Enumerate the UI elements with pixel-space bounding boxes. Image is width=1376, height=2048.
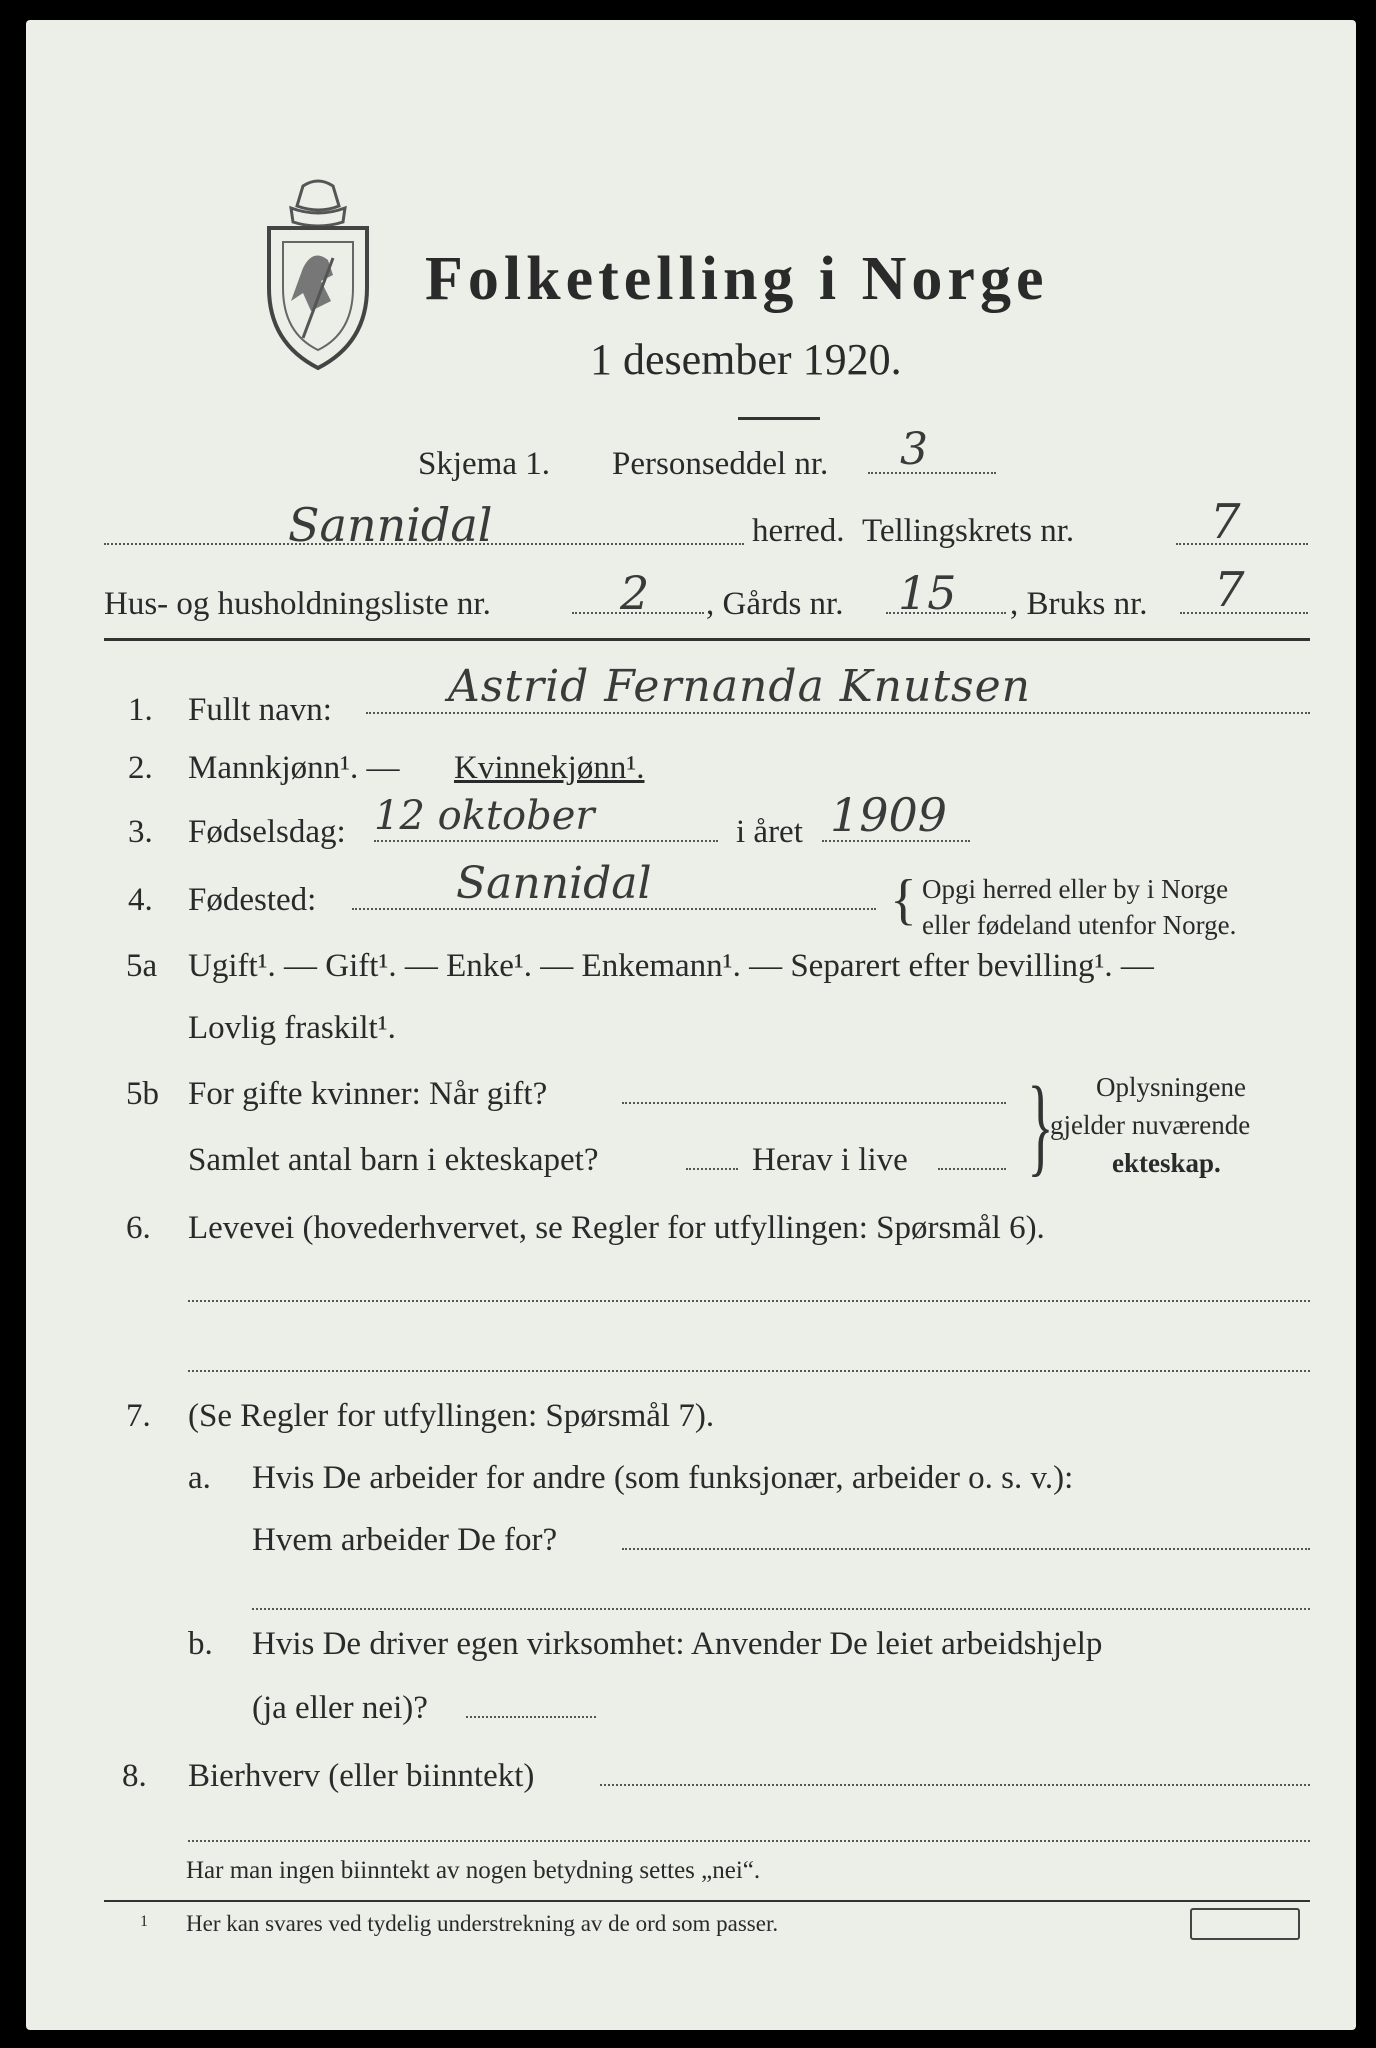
bruks-value: 7 — [1214, 562, 1245, 618]
q5b-alive-line — [938, 1168, 1006, 1170]
q4-note-2: eller fødeland utenfor Norge. — [922, 910, 1237, 940]
q1-number: 1. — [128, 692, 153, 728]
q5b-note-3: ekteskap. — [1112, 1148, 1221, 1178]
tellingskrets-value: 7 — [1210, 494, 1241, 550]
q4-number: 4. — [128, 882, 153, 918]
q5b-brace: } — [1027, 1064, 1054, 1186]
q5b-note-1: Oplysningene — [1096, 1072, 1246, 1102]
q5a-number: 5a — [126, 948, 158, 984]
q3-year-label: i året — [736, 814, 803, 850]
q4-label: Fødested: — [188, 882, 317, 918]
q7a-line-1 — [622, 1548, 1310, 1550]
form-title: Folketelling i Norge — [425, 245, 1049, 313]
q1-label: Fullt navn: — [188, 692, 332, 728]
q5b-children-line — [686, 1168, 738, 1170]
q5a-text-2: Lovlig fraskilt¹. — [188, 1010, 396, 1046]
q7b-text-2: (ja eller nei)? — [252, 1690, 428, 1726]
q7a-line-2 — [252, 1608, 1310, 1610]
schema-label: Skjema 1. — [418, 446, 550, 482]
personseddel-value: 3 — [900, 424, 928, 475]
q3-line — [374, 840, 718, 842]
q5b-note-2: gjelder nuværende — [1050, 1110, 1251, 1140]
q1-value: Astrid Fernanda Knutsen — [448, 661, 1031, 712]
q3-number: 3. — [128, 814, 153, 850]
q4-value: Sannidal — [456, 858, 652, 909]
q7-number: 7. — [126, 1398, 151, 1434]
q8-line-1 — [600, 1784, 1310, 1786]
q2-female: Kvinnekjønn¹. — [454, 750, 645, 786]
q4-brace: { — [890, 869, 917, 931]
printer-stamp — [1190, 1908, 1300, 1940]
q8-number: 8. — [122, 1758, 147, 1794]
census-date: 1 desember 1920. — [590, 335, 902, 384]
husliste-value: 2 — [620, 566, 650, 620]
coat-of-arms-icon — [263, 178, 373, 376]
q5a-text: Ugift¹. — Gift¹. — Enke¹. — Enkemann¹. — Separert efter bevilling¹. — — [188, 948, 1154, 984]
q7a-text: Hvis De arbeider for andre (som funksjonær, arbeider o. s. v.): — [252, 1460, 1074, 1496]
q5b-number: 5b — [126, 1076, 159, 1112]
tellingskrets-line — [1176, 543, 1308, 545]
personseddel-label: Personseddel nr. — [612, 446, 829, 482]
q2-number: 2. — [128, 750, 153, 786]
q4-note-1: Opgi herred eller by i Norge — [922, 874, 1229, 904]
q5b-label-2: Samlet antal barn i ekteskapet? — [188, 1142, 599, 1178]
q6-label: Levevei (hovederhvervet, se Regler for utfyllingen: Spørsmål 6). — [188, 1210, 1045, 1246]
q3-value: 12 oktober — [374, 793, 595, 839]
footnote-text: Her kan svares ved tydelig understrekning av de ord som passer. — [186, 1911, 779, 1936]
q1-line — [366, 712, 1310, 714]
q8-line-2 — [188, 1840, 1310, 1842]
q8-label: Bierhverv (eller biinntekt) — [188, 1758, 535, 1794]
q6-line-2 — [188, 1370, 1310, 1372]
gards-value: 15 — [898, 566, 957, 620]
q2-male: Mannkjønn¹. — — [188, 750, 400, 786]
q3-label: Fødselsdag: — [188, 814, 346, 850]
bruks-label: , Bruks nr. — [1010, 586, 1148, 622]
herred-label: herred. — [752, 513, 845, 549]
q5b-married-line — [622, 1102, 1006, 1104]
q7b-line — [466, 1716, 596, 1718]
q7b-text: Hvis De driver egen virksomhet: Anvender De leiet arbeidshjelp — [252, 1626, 1103, 1662]
q7a-text-2: Hvem arbeider De for? — [252, 1522, 558, 1558]
q3-year-value: 1909 — [830, 788, 948, 842]
husliste-label: Hus- og husholdningsliste nr. — [104, 586, 491, 622]
personseddel-line — [868, 472, 996, 474]
q5b-label: For gifte kvinner: Når gift? — [188, 1076, 548, 1112]
q7-label: (Se Regler for utfyllingen: Spørsmål 7). — [188, 1398, 715, 1434]
tellingskrets-label: Tellingskrets nr. — [862, 513, 1075, 549]
q8-note: Har man ingen biinntekt av nogen betydning settes „nei“. — [186, 1857, 761, 1884]
q5b-label-3: Herav i live — [752, 1142, 908, 1178]
gards-label: , Gårds nr. — [706, 586, 844, 622]
q7a-number: a. — [188, 1460, 211, 1496]
q6-line-1 — [188, 1300, 1310, 1302]
herred-value: Sannidal — [288, 498, 493, 552]
header-divider — [104, 638, 1310, 641]
footnote-mark: 1 — [140, 1913, 148, 1930]
footnote-divider — [104, 1900, 1310, 1902]
q6-number: 6. — [126, 1210, 151, 1246]
title-divider — [738, 417, 820, 420]
q7b-number: b. — [188, 1626, 213, 1662]
